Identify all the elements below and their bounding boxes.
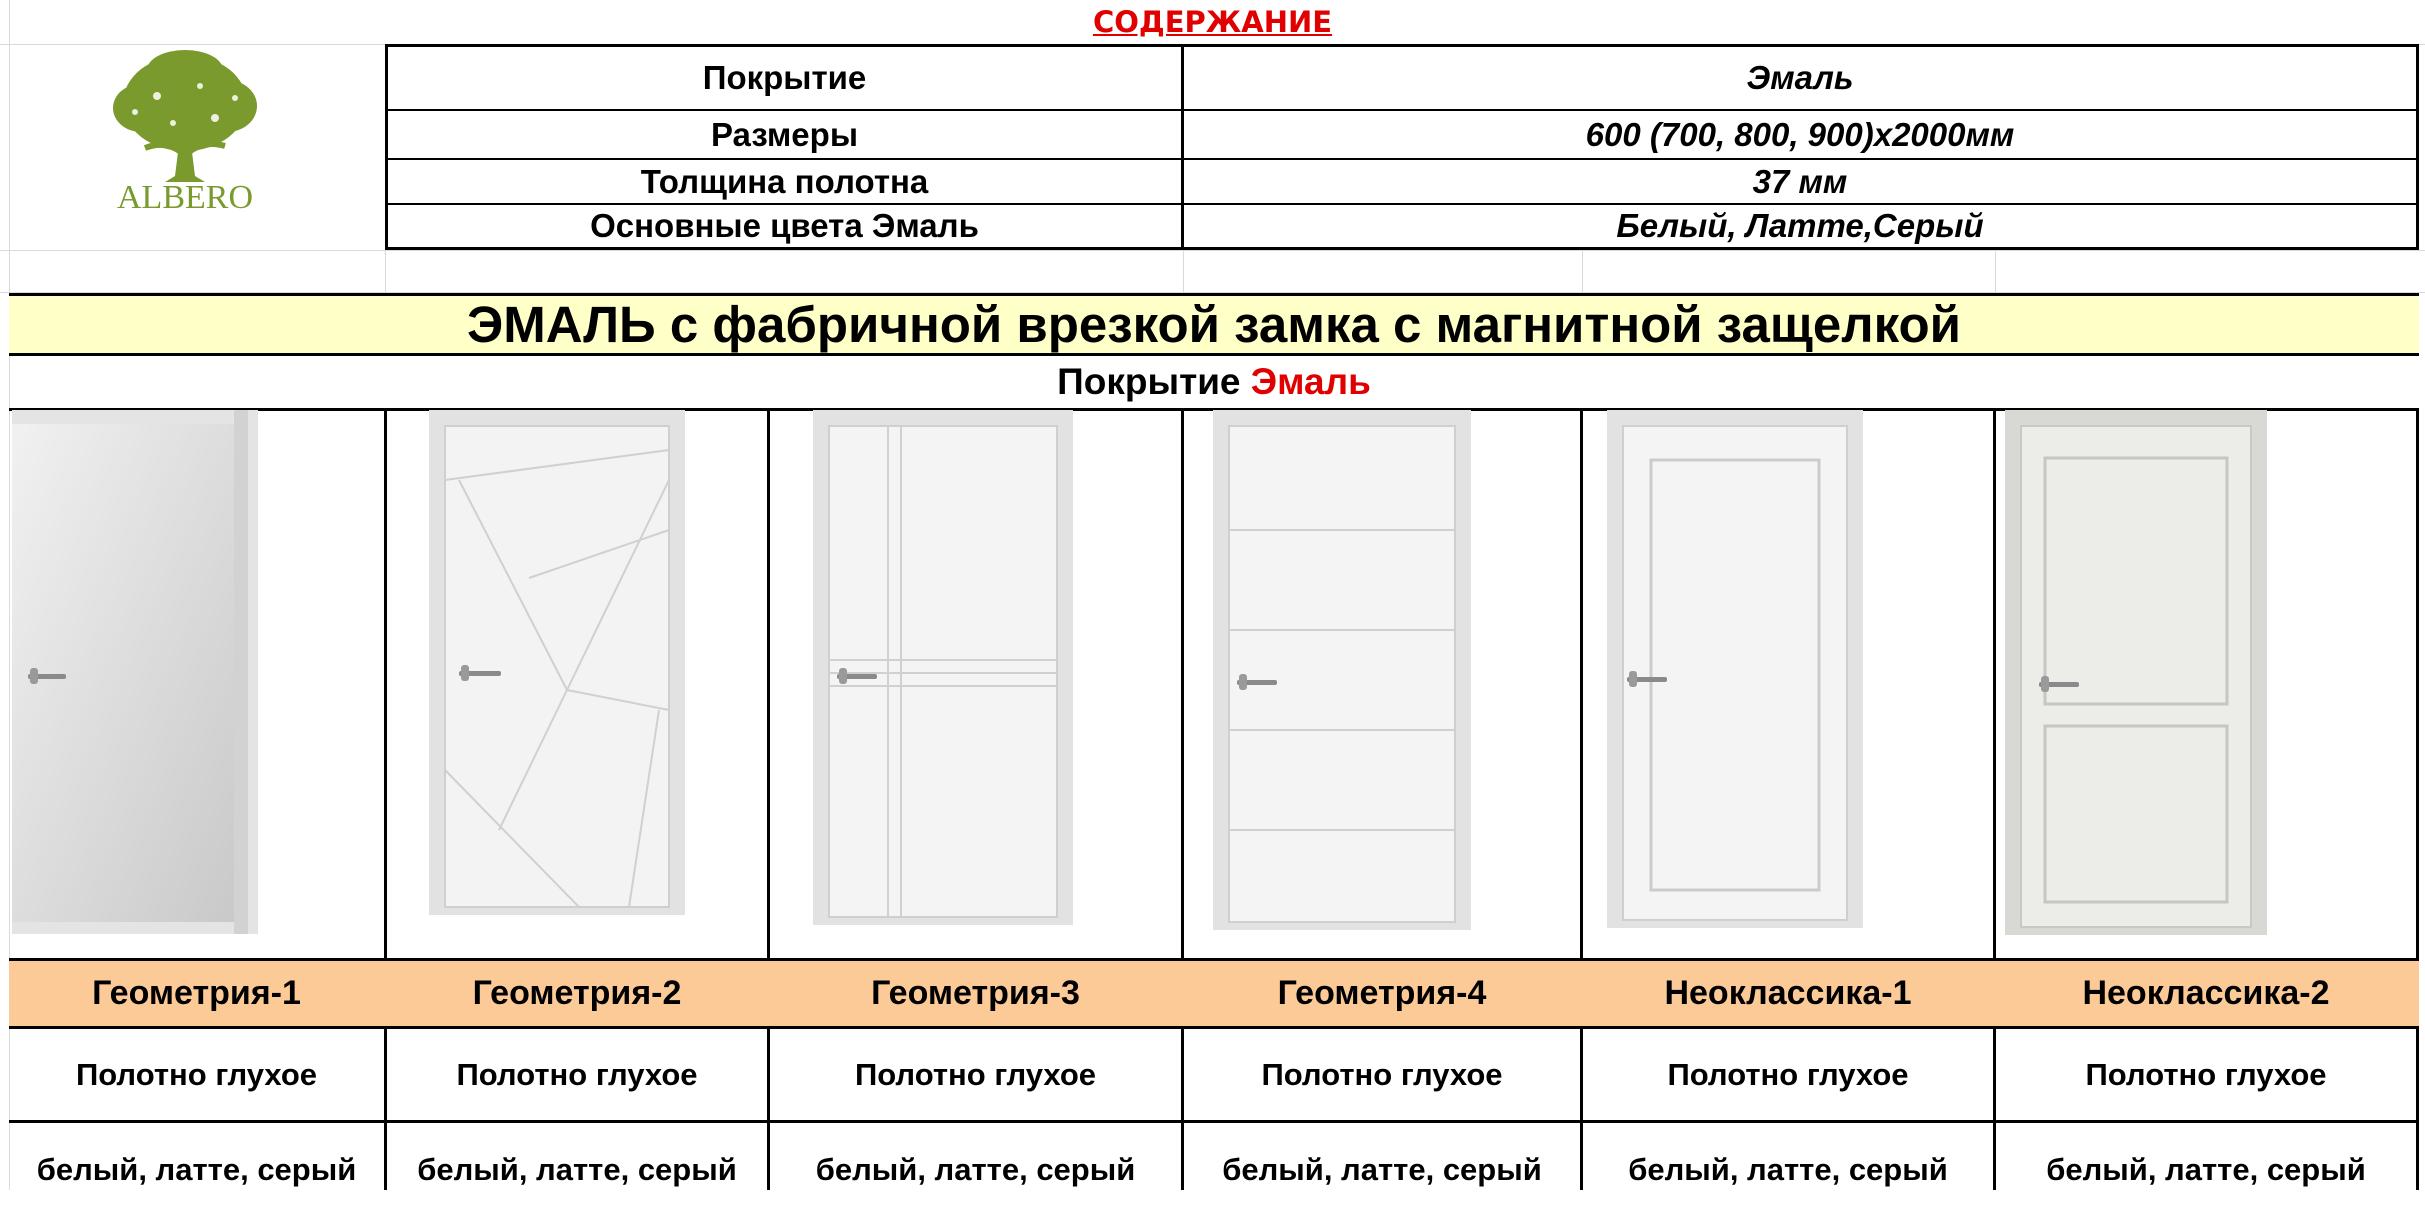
product-type: Полотно глухое: [1667, 1056, 1909, 1092]
product-name: Геометрия-2: [472, 974, 682, 1012]
grid-line: [1995, 250, 1996, 292]
grid-border: [2416, 408, 2419, 1190]
logo-text: ALBERO: [117, 179, 253, 216]
product-colors: белый, латте, серый: [36, 1152, 357, 1187]
door-image: [1213, 410, 1471, 930]
toc-link[interactable]: СОДЕРЖАНИЕ: [1092, 5, 1333, 39]
table-border: [2416, 44, 2419, 250]
product-colors: белый, латте, серый: [1628, 1152, 1948, 1187]
spec-value: Эмаль: [1746, 59, 1854, 96]
door-image: [429, 410, 685, 915]
spec-value: Белый, Латте,Серый: [1616, 207, 1984, 244]
subtitle-accent: Эмаль: [1250, 361, 1371, 402]
banner-title: ЭМАЛЬ с фабричной врезкой замка с магнитной защелкой: [466, 296, 1962, 353]
product-colors: белый, латте, серый: [417, 1152, 737, 1187]
door-image: [12, 410, 258, 934]
grid-line: [1582, 250, 1583, 292]
spec-label: Размеры: [710, 115, 859, 153]
product-colors: белый, латте, серый: [2046, 1152, 2366, 1187]
product-name: Геометрия-3: [871, 974, 1080, 1012]
product-type: Полотно глухое: [2085, 1056, 2327, 1092]
product-colors: белый, латте, серый: [815, 1152, 1136, 1187]
grid-line: [1183, 250, 1184, 292]
table-border: [385, 247, 2419, 250]
grid-line: [0, 250, 2425, 251]
spec-value: 600 (700, 800, 900)х2000мм: [1585, 115, 2015, 153]
product-type: Полотно глухое: [854, 1056, 1097, 1092]
spec-label: Толщина полотна: [640, 162, 929, 200]
product-type: Полотно глухое: [456, 1056, 698, 1092]
product-type: Полотно глухое: [1261, 1056, 1503, 1092]
product-name: Неоклассика-2: [2082, 974, 2330, 1012]
spec-label: Основные цвета Эмаль: [590, 207, 979, 244]
subtitle-prefix: Покрытие: [1057, 361, 1251, 402]
product-name: Неоклассика-1: [1664, 974, 1912, 1012]
spec-value: 37 мм: [1752, 162, 1848, 200]
product-type: Полотно глухое: [75, 1056, 318, 1092]
spec-label: Покрытие: [702, 59, 867, 96]
door-image: [813, 410, 1073, 925]
product-name: Геометрия-1: [92, 974, 301, 1012]
product-colors: белый, латте, серый: [1222, 1152, 1542, 1187]
subtitle: [9, 356, 2419, 408]
albero-logo: [105, 48, 265, 218]
door-image: [1607, 410, 1863, 928]
grid-line: [385, 250, 386, 292]
product-name: Геометрия-4: [1277, 974, 1487, 1012]
door-image: [2005, 410, 2267, 935]
